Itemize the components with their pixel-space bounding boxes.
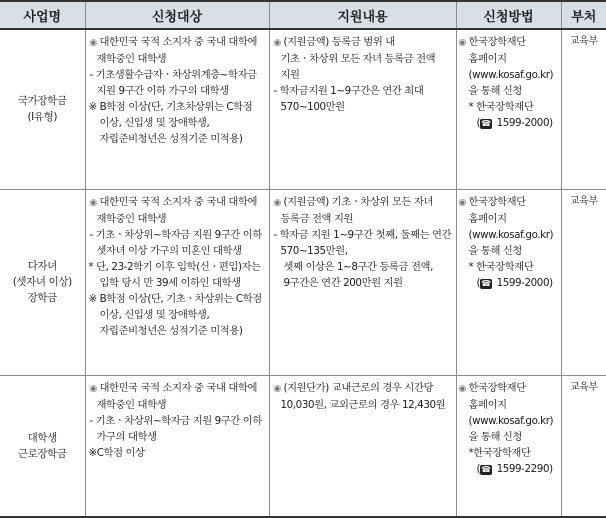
bullet-icon: ◉ [273, 197, 281, 208]
application-cell [456, 29, 561, 189]
program-name-cell [0, 375, 85, 517]
eligibility-item: ※ B학점 이상(단, 기초ㆍ차상위는 C학점 이상, 신입생 및 장애학생, 자립준비청년은 성적기준 미적용) [88, 292, 262, 337]
application-note: *한국장학재단 [468, 446, 531, 459]
application-line: (www.kosaf.go.kr) [468, 69, 554, 81]
application-line [459, 194, 558, 211]
header-program-name: 사업명 [0, 1, 85, 29]
support-text: (지원단가) 교내근로의 경우 시간당 10,030원, 교외근로의 경우 12,430원 [280, 381, 446, 411]
application-line [459, 380, 558, 397]
eligibility-item: ※C학점 이상 [88, 446, 145, 459]
application-line: 을 통해 신청 [468, 430, 522, 443]
program-name-cell [0, 189, 85, 375]
header-application-method: 신청방법 [456, 1, 561, 29]
table-row [0, 29, 606, 189]
phone-number: 1599-2000) [493, 276, 553, 289]
application-line [459, 34, 558, 51]
application-line: 홈페이지 [468, 53, 507, 65]
eligibility-item: - 기초ㆍ차상위~학자금 지원 9구간 이하 가구의 대학생 [89, 414, 262, 443]
eligibility-item: ※ B학점 이상(단, 기초차상위는 C학점 이상, 신입생 및 장애학생, 자립준비청년은 성적기준 미적용) [88, 101, 253, 145]
bullet-icon: ◉ [89, 197, 97, 208]
header-ministry: 부처 [561, 1, 606, 29]
application-text: 한국장학재단 [468, 195, 526, 208]
program-name: 다자녀 [27, 260, 57, 272]
phone-icon: ☎ [481, 278, 491, 288]
support-item [273, 34, 453, 83]
eligibility-item [89, 380, 266, 413]
eligibility-cell [85, 29, 269, 189]
eligibility-cell [85, 375, 269, 517]
header-eligibility: 신청대상 [85, 1, 269, 29]
application-text: 한국장학재단 [468, 381, 526, 394]
table-row [0, 375, 606, 517]
support-item: - 학자금 지원 1~9구간 첫째, 둘째는 연간 570~135만원, [273, 228, 452, 257]
phone-icon: ☎ [481, 464, 491, 474]
support-text: (지원금액) 기초ㆍ차상위 모든 자녀 등록금 전액 지원 [280, 195, 434, 225]
program-name: 대학생 근로장학금 [17, 431, 67, 460]
ministry-cell: 교육부 [561, 375, 606, 517]
support-item [273, 380, 453, 413]
header-row [0, 1, 606, 29]
support-item: - 학자금지원 1~9구간은 연간 최대 570~100만원 [273, 85, 424, 113]
application-line: 을 통해 신청 [468, 244, 522, 257]
application-text: 한국장학재단 [468, 36, 526, 48]
phone-number: 1599-2000) [493, 117, 553, 129]
support-item: 셋째 이상은 1~8구간 등록금 전액, 9구간은 연간 200만원 지원 [283, 260, 433, 289]
application-line: (www.kosaf.go.kr) [468, 228, 554, 241]
phone-icon: ☎ [481, 119, 491, 128]
application-phone: (☎ 1599-2000) [476, 276, 553, 289]
ministry-cell: 교육부 [561, 189, 606, 375]
eligibility-cell [85, 189, 269, 375]
bullet-icon: ◉ [458, 197, 466, 208]
table-row [0, 189, 606, 375]
support-item [273, 194, 453, 227]
program-name: (Ⅰ유형) [27, 111, 58, 124]
support-cell [269, 375, 456, 517]
application-line: 홈페이지 [468, 398, 507, 411]
application-note: * 한국장학재단 [468, 101, 534, 113]
application-note: * 한국장학재단 [468, 260, 534, 273]
ministry-cell: 교육부 [561, 29, 606, 189]
program-name: (셋자녀 이상) [12, 276, 72, 288]
eligibility-item: * 단, 23-2학기 이후 입학(신ㆍ편입)자는 입학 당시 만 39세 이하인 대학생 [88, 260, 261, 289]
eligibility-text: 대한민국 국적 소지자 중 국내 대학에 재학중인 대학생 [96, 195, 258, 225]
support-cell [269, 29, 456, 189]
application-cell [456, 375, 561, 517]
support-text: (지원금액) 등록금 범위 내 기초ㆍ차상위 모든 자녀 등록금 전액 지원 [280, 36, 436, 81]
bullet-icon: ◉ [458, 38, 466, 48]
application-phone: (☎ 1599-2290) [476, 462, 553, 475]
eligibility-item [89, 194, 266, 227]
bullet-icon: ◉ [89, 383, 97, 394]
eligibility-item: - 기초생활수급자ㆍ차상위계층~학자금 지원 9구간 이하 가구의 대학생 [89, 69, 257, 97]
program-name: 장학금 [27, 292, 57, 304]
bullet-icon: ◉ [273, 38, 281, 48]
bullet-icon: ◉ [273, 383, 281, 394]
application-line: 홈페이지 [468, 212, 507, 225]
application-line: (www.kosaf.go.kr) [468, 414, 554, 427]
program-name-cell [0, 29, 85, 189]
eligibility-item [89, 34, 266, 67]
phone-number: 1599-2290) [493, 462, 553, 475]
eligibility-item: - 기초ㆍ차상위~학자금 지원 9구간 이하 셋자녀 이상 가구의 미혼인 대학생 [89, 228, 262, 257]
bullet-icon: ◉ [458, 383, 466, 394]
application-line: 을 통해 신청 [468, 85, 522, 97]
program-name: 국가장학금 [17, 95, 67, 108]
header-support-details: 지원내용 [269, 1, 456, 29]
eligibility-text: 대한민국 국적 소지자 중 국내 대학에 재학중인 대학생 [96, 381, 258, 411]
application-cell [456, 189, 561, 375]
eligibility-text: 대한민국 국적 소지자 중 국내 대학에 재학중인 대학생 [96, 36, 258, 65]
application-phone: (☎ 1599-2000) [476, 117, 553, 129]
support-cell [269, 189, 456, 375]
bullet-icon: ◉ [89, 38, 97, 48]
